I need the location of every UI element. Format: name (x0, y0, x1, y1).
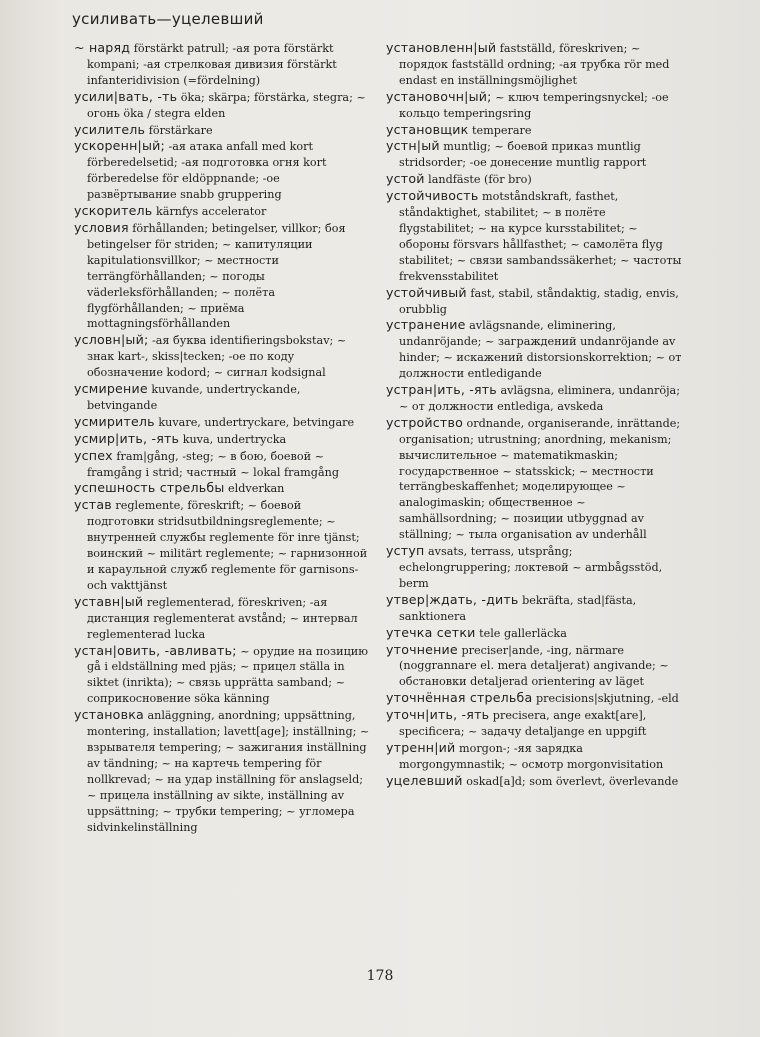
entry-headword: устройство (386, 414, 463, 430)
entry-headword: уступ (386, 543, 425, 559)
dictionary-entry (386, 543, 683, 592)
entry-definition: bekräfta, stad|fästa, sanktionera (399, 593, 637, 623)
entry-headword: условн|ый; (74, 332, 149, 348)
entry-definition: temperare (468, 123, 532, 137)
dictionary-entry (74, 122, 371, 139)
dictionary-entry (74, 643, 371, 708)
entry-definition: -ая атака anfall med kort förberedelsetid; -ая подготовка огня kort förberedelse för eldöppnande; -ое развёртывание snabb gruppering (87, 140, 327, 202)
dictionary-entry (386, 171, 683, 188)
entry-definition: precisions|skjutning, -eld (532, 692, 679, 706)
dictionary-entry (74, 414, 371, 431)
dictionary-entry (74, 138, 371, 203)
entry-headword: утечка сетки (386, 624, 476, 640)
dictionary-entry (386, 707, 683, 740)
entry-definition: reglementerad, föreskriven; -ая дистанция reglementerat avstånd; ~ интервал reglementerad lucka (87, 595, 358, 641)
dictionary-entry (74, 332, 371, 381)
dictionary-entry (386, 592, 683, 625)
dictionary-entry (74, 431, 371, 448)
entry-definition: precisera, ange exakt[are], specificera; ~ задачу detaljange en uppgift (399, 709, 647, 739)
entry-headword: установщик (386, 121, 469, 137)
dictionary-entry (386, 740, 683, 773)
entry-headword: уцелевший (386, 772, 463, 788)
dictionary-entry (386, 317, 683, 382)
entry-definition: fram|gång, -steg; ~ в бою, боевой ~ framgång i strid; частный ~ lokal framgång (87, 449, 339, 479)
entry-definition: morgon-; -яя зарядка morgongymnastik; ~ осмотр morgonvisitation (399, 741, 664, 771)
entry-definition: kuvande, undertryckande, betvingande (87, 383, 301, 412)
entry-headword: усили|вать, -ть (74, 88, 178, 104)
dictionary-entry (74, 381, 371, 414)
entry-headword: установочн|ый; (386, 88, 492, 104)
dictionary-entry (386, 285, 683, 318)
entry-definition: ~ орудие на позицию gå i eldställning med pjäs; ~ прицел ställa in siktet (inrikta); ~ связь upprätta samband; ~ соприкосновение söka känning (87, 644, 368, 706)
entry-headword: установка (74, 707, 144, 723)
entry-headword: усмиритель (74, 413, 155, 429)
dictionary-entry (74, 497, 371, 593)
entry-definition: kuvare, undertryckare, betvingare (154, 415, 355, 429)
dictionary-entry (386, 89, 683, 122)
entry-headword: устн|ый (386, 138, 440, 154)
entry-headword: устав (74, 497, 112, 513)
entry-definition: anläggning, anordning; uppsättning, montering, installation; lavett[age]; inställning; ~ взрывателя tempering; ~ зажигания inställning av tändning; ~ на картечь tempering för nollkrevad; ~ на удар inställning för anslagseld; ~ прицела inställning av sikte, inställning av uppsättning; ~ трубки tempering; ~ угломера sidvinkelinställning (87, 709, 370, 834)
entry-headword: уточн|ить, -ять (386, 707, 490, 723)
dictionary-entry (74, 40, 371, 89)
dictionary-entry (386, 773, 683, 790)
entry-headword: усилитель (74, 121, 146, 137)
entry-definition: fastställd, föreskriven; ~ порядок fastställd ordning; -ая трубка rör med endast en inställningsmöjlighet (399, 42, 670, 87)
entry-definition: kärnfys accelerator (152, 205, 267, 219)
left-column (74, 40, 371, 835)
running-head: усиливать—уцелевший (72, 10, 264, 28)
entry-definition: förhållanden; betingelser, villkor; боя betingelser för striden; ~ капитуляции kapitulationsvillkor; ~ местности terrängförhållanden; ~ погоды väderleksförhållanden; ~ полёта flygförhållanden; ~ приёма mottagningsförhållanden (87, 221, 346, 331)
entry-headword: устойчивость (386, 188, 479, 204)
dictionary-entry (74, 480, 371, 497)
entry-headword: утвер|ждать, -дить (386, 591, 519, 607)
entry-definition: -ая буква identifieringsbokstav; ~ знак kart-, skiss|tecken; -ое по коду обозначение kodord; ~ сигнал kodsignal (87, 334, 347, 380)
entry-definition: avlägsna, eliminera, undanröja; ~ от должности entlediga, avskeda (399, 384, 680, 413)
dictionary-entry (74, 594, 371, 643)
entry-headword: утренн|ий (386, 739, 456, 755)
entry-definition: ~ ключ temperingsnyckel; -ое кольцо temperingsring (399, 90, 669, 120)
entry-definition: eldverkan (224, 482, 285, 496)
entry-definition: avsats, terrass, utsprång; echelongruppering; локтевой ~ armbågsstöd, berm (399, 545, 663, 590)
entry-definition: fast, stabil, ståndaktig, stadig, envis, orubblig (399, 286, 679, 316)
dictionary-entry (74, 448, 371, 481)
entry-definition: tele gallerläcka (475, 626, 567, 640)
entry-headword: уточнение (386, 641, 458, 657)
dictionary-entry (386, 188, 683, 284)
entry-definition: oskad[a]d; som överlevt, överlevande (462, 774, 679, 788)
entry-headword: установленн|ый (386, 40, 497, 55)
entry-definition: förstärkare (145, 123, 213, 137)
entry-definition: motståndskraft, fasthet, ståndaktighet, stabilitet; ~ в полёте flygstabilitet; ~ на курсе kursstabilitet; ~ обороны försvars hållfasthet; ~ самолёта flyg stabilitet; ~ связи sambandssäkerhet; ~ частоты frekvensstabilitet (399, 190, 682, 283)
entry-definition: reglemente, föreskrift; ~ боевой подготовки stridsutbildningsreglemente; ~ внутренней службы reglemente för inre tjänst; воинский ~ militärt reglemente; ~ гарнизонной и караульной служб reglemente för garnisons- och vakttjänst (87, 499, 368, 592)
entry-headword: усмирение (74, 381, 148, 397)
entry-definition: förstärkt patrull; -ая рота förstärkt kompani; -ая стрелковая дивизия förstärkt infanteridivision (=fördelning) (87, 42, 337, 87)
dictionary-entry (386, 40, 683, 89)
entry-headword: уточнённая стрельба (386, 690, 533, 706)
dictionary-entry (386, 642, 683, 691)
dictionary-entry (386, 690, 683, 707)
right-column (386, 40, 683, 790)
entry-headword: устойчивый (386, 284, 467, 300)
entry-headword: успех (74, 447, 113, 463)
dictionary-entry (74, 220, 371, 332)
entry-definition: kuva, undertrycka (179, 432, 287, 446)
dictionary-entry (386, 382, 683, 415)
entry-headword: устранение (386, 317, 466, 333)
entry-headword: ускоритель (74, 203, 153, 219)
entry-definition: ordnande, organiserande, inrättande; organisation; utrustning; anordning, mekanism; вычислительное ~ matematikmaskin; государственное ~ statsskick; ~ местности terrängbeskaffenhet; моделирующее ~ analogimaskin; общественное ~ samhällsordning; ~ позиции utbyggnad av ställning; ~ тыла organisation av underhåll (399, 416, 681, 542)
entry-headword: уставн|ый (74, 593, 144, 609)
dictionary-entry (386, 138, 683, 171)
entry-headword: усмир|ить, -ять (74, 430, 180, 446)
entry-headword: устан|овить, -авливать; (74, 642, 237, 658)
dictionary-entry (74, 203, 371, 220)
entry-headword: условия (74, 219, 129, 235)
entry-headword: ~ наряд (74, 40, 131, 55)
entry-definition: öka; skärpa; förstärka, stegra; ~ огонь öka / stegra elden (87, 90, 366, 120)
entry-headword: устран|ить, -ять (386, 382, 497, 398)
dictionary-entry (386, 122, 683, 139)
entry-headword: устой (386, 171, 425, 187)
entry-definition: preciser|ande, -ing, närmare (noggrannare el. mera detaljerat) angivande; ~ обстановки detaljerad orientering av läget (399, 643, 669, 689)
dictionary-entry (386, 415, 683, 543)
entry-definition: muntlig; ~ боевой приказ muntlig stridsorder; -ое донесение muntlig rapport (399, 140, 647, 170)
dictionary-entry (74, 89, 371, 122)
entry-definition: avlägsnande, eliminering, undanröjande; ~ заграждений undanröjande av hinder; ~ искажений distorsionskorrektion; ~ от должности entledigande (399, 319, 682, 381)
page-number: 178 (366, 968, 394, 984)
entry-definition: landfäste (för bro) (424, 173, 532, 187)
entry-headword: ускоренн|ый; (74, 138, 165, 154)
entry-headword: успешность стрельбы (74, 480, 225, 496)
dictionary-entry (74, 707, 371, 835)
dictionary-entry (386, 625, 683, 642)
